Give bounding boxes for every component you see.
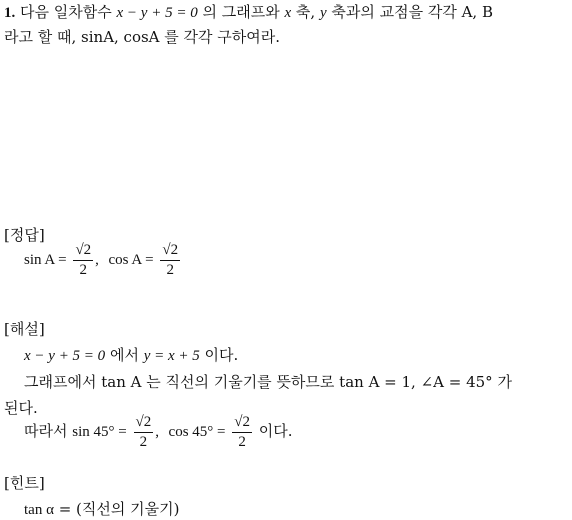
explanation-mid: 에서 — [105, 346, 144, 364]
explanation-label: [해설] — [4, 320, 45, 338]
problem-text-d: 축과의 교점을 각각 A, B — [326, 3, 493, 21]
explanation-l4-end: 이다. — [254, 422, 293, 440]
explanation-comma: , — [155, 424, 159, 440]
explanation-line-2: 그래프에서 tan A 는 직선의 기울기를 뜻하므로 tan A = 1, ∠A = 45° 가 — [24, 373, 512, 391]
explanation-fraction-2 — [232, 414, 252, 450]
problem-line-1 — [4, 3, 493, 22]
explanation-eq1: x − y + 5 = 0 — [24, 348, 106, 364]
explanation-l4-pre: 따라서 — [24, 422, 73, 440]
explanation-cos45: cos 45° = — [168, 424, 226, 440]
hint-formula — [24, 500, 179, 519]
problem-text-c: 축, — [291, 3, 320, 21]
explanation-numerator-1: √2 — [134, 414, 154, 433]
answer-cos-denominator: 2 — [166, 261, 174, 278]
explanation-denominator-2: 2 — [238, 433, 246, 450]
answer-sin-fraction — [73, 242, 93, 278]
answer-sin-numerator: √2 — [73, 242, 93, 261]
explanation-denominator-1: 2 — [139, 433, 148, 450]
explanation-numerator-2: √2 — [232, 414, 252, 433]
problem-text-a: 다음 일차함수 — [20, 3, 117, 21]
hint-label: [힌트] — [4, 474, 45, 492]
explanation-sin45: sin 45° = — [72, 424, 127, 440]
problem-equation: x − y + 5 = 0 — [116, 5, 198, 21]
answer-cos-lhs: cos A = — [108, 252, 154, 268]
answer-sin-denominator: 2 — [79, 261, 88, 278]
explanation-line-1 — [24, 346, 238, 365]
answer-comma: , — [95, 252, 99, 268]
problem-number: 1. — [4, 5, 16, 21]
answer-formula — [24, 242, 182, 278]
hint-rhs: = (직선의 기울기) — [53, 500, 180, 518]
answer-cos-fraction — [160, 242, 180, 278]
answer-cos-numerator: √2 — [160, 242, 180, 261]
hint-lhs: tan α — [24, 502, 54, 518]
problem-y-var: y — [319, 5, 327, 21]
answer-label: [정답] — [4, 226, 45, 244]
explanation-eq2: y = x + 5 — [143, 348, 200, 364]
explanation-end: 이다. — [199, 346, 239, 364]
problem-line-2: 라고 할 때, sinA, cosA 를 각각 구하여라. — [4, 28, 281, 46]
answer-sin-lhs: sin A = — [24, 252, 67, 268]
problem-x-var: x — [284, 5, 292, 21]
problem-text-b: 의 그래프와 — [197, 3, 285, 21]
explanation-line-4 — [24, 414, 293, 450]
explanation-fraction-1 — [134, 414, 154, 450]
explanation-line-3: 된다. — [4, 399, 38, 417]
